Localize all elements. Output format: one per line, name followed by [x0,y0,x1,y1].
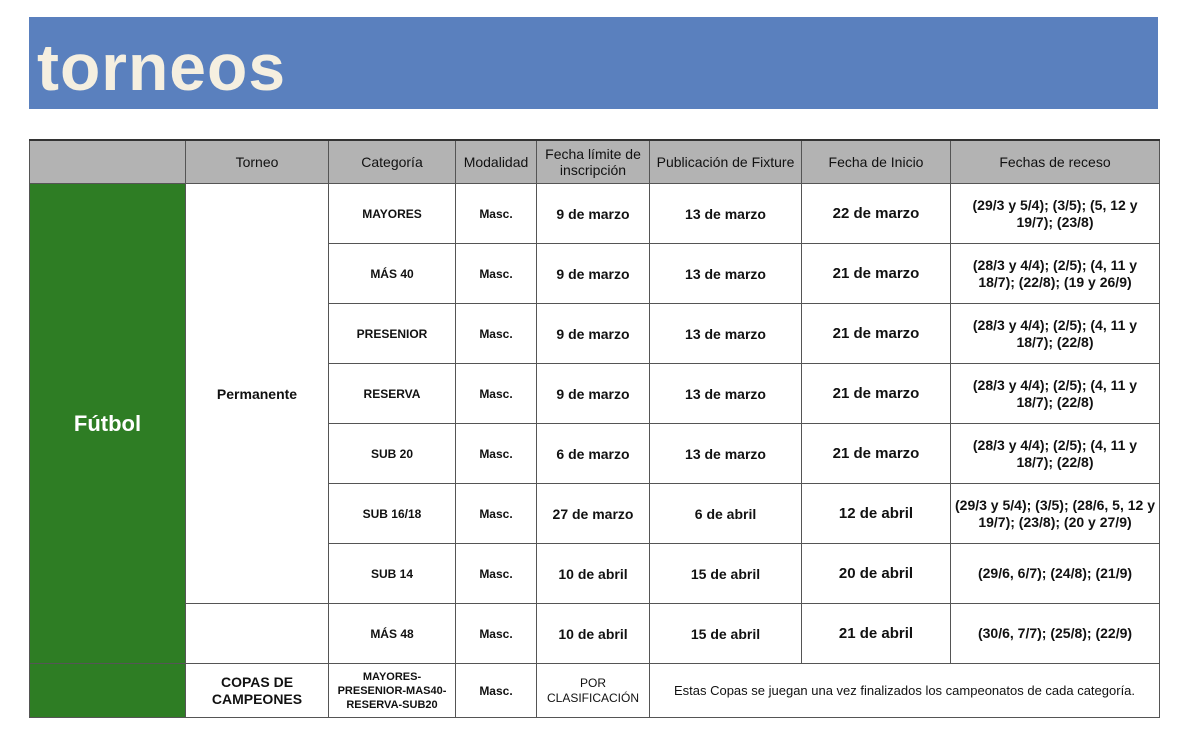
modalidad-cell: Masc. [456,304,537,364]
table-row-copas [30,664,1160,718]
fixture-cell: 15 de abril [650,544,802,604]
inicio-cell: 22 de marzo [802,184,951,244]
receso-cell: (30/6, 7/7); (25/8); (22/9) [951,604,1160,664]
header-blank [30,140,186,184]
copas-note: Estas Copas se juegan una vez finalizados los campeonatos de cada categoría. [650,664,1160,718]
limite-cell: 6 de marzo [537,424,650,484]
torneo-copas: COPAS DE CAMPEONES [186,664,329,718]
inicio-cell: 20 de abril [802,544,951,604]
limite-cell: 9 de marzo [537,304,650,364]
inicio-cell: 21 de marzo [802,424,951,484]
header-inicio: Fecha de Inicio [802,140,951,184]
inicio-cell: 12 de abril [802,484,951,544]
table-row [30,604,1160,664]
fixture-cell: 13 de marzo [650,184,802,244]
modalidad-copas: Masc. [456,664,537,718]
header-publicacion: Publicación de Fixture [650,140,802,184]
modalidad-cell: Masc. [456,604,537,664]
torneo-empty-cell [186,604,329,664]
modalidad-cell: Masc. [456,424,537,484]
header-receso: Fechas de receso [951,140,1160,184]
receso-cell: (29/3 y 5/4); (3/5); (5, 12 y 19/7); (23/8) [951,184,1160,244]
fixture-cell: 13 de marzo [650,304,802,364]
torneo-permanente: Permanente [186,184,329,604]
receso-cell: (28/3 y 4/4); (2/5); (4, 11 y 18/7); (22/8) [951,304,1160,364]
header-torneo: Torneo [186,140,329,184]
fixture-cell: 13 de marzo [650,244,802,304]
categoria-cell: MÁS 48 [329,604,456,664]
header-categoria: Categoría [329,140,456,184]
receso-cell: (28/3 y 4/4); (2/5); (4, 11 y 18/7); (22/8) [951,364,1160,424]
categoria-cell: MAYORES [329,184,456,244]
fixture-cell: 13 de marzo [650,424,802,484]
modalidad-cell: Masc. [456,364,537,424]
fixture-cell: 13 de marzo [650,364,802,424]
table-row [30,184,1160,244]
receso-cell: (29/6, 6/7); (24/8); (21/9) [951,544,1160,604]
limite-cell: 10 de abril [537,604,650,664]
page-title: torneos [37,30,287,104]
modalidad-cell: Masc. [456,484,537,544]
categoria-cell: SUB 20 [329,424,456,484]
header-fecha-limite: Fecha límite de inscripción [537,140,650,184]
limite-cell: 9 de marzo [537,364,650,424]
inicio-cell: 21 de marzo [802,304,951,364]
limite-cell: 10 de abril [537,544,650,604]
categoria-copas: MAYORES-PRESENIOR-MAS40-RESERVA-SUB20 [329,664,456,718]
modalidad-cell: Masc. [456,244,537,304]
receso-cell: (28/3 y 4/4); (2/5); (4, 11 y 18/7); (22/8); (19 y 26/9) [951,244,1160,304]
fixture-cell: 15 de abril [650,604,802,664]
limite-copas: POR CLASIFICACIÓN [537,664,650,718]
limite-cell: 9 de marzo [537,184,650,244]
tournament-table [29,139,1160,718]
categoria-cell: PRESENIOR [329,304,456,364]
inicio-cell: 21 de abril [802,604,951,664]
inicio-cell: 21 de marzo [802,244,951,304]
table-header [30,140,1160,184]
categoria-cell: SUB 14 [329,544,456,604]
categoria-cell: SUB 16/18 [329,484,456,544]
fixture-cell: 6 de abril [650,484,802,544]
limite-cell: 27 de marzo [537,484,650,544]
modalidad-cell: Masc. [456,184,537,244]
inicio-cell: 21 de marzo [802,364,951,424]
sport-cell: Fútbol [30,184,186,664]
receso-cell: (28/3 y 4/4); (2/5); (4, 11 y 18/7); (22/8) [951,424,1160,484]
header-modalidad: Modalidad [456,140,537,184]
receso-cell: (29/3 y 5/4); (3/5); (28/6, 5, 12 y 19/7); (23/8); (20 y 27/9) [951,484,1160,544]
limite-cell: 9 de marzo [537,244,650,304]
categoria-cell: MÁS 40 [329,244,456,304]
categoria-cell: RESERVA [329,364,456,424]
sport-cell-bottom [30,664,186,718]
modalidad-cell: Masc. [456,544,537,604]
title-banner [29,17,1158,109]
